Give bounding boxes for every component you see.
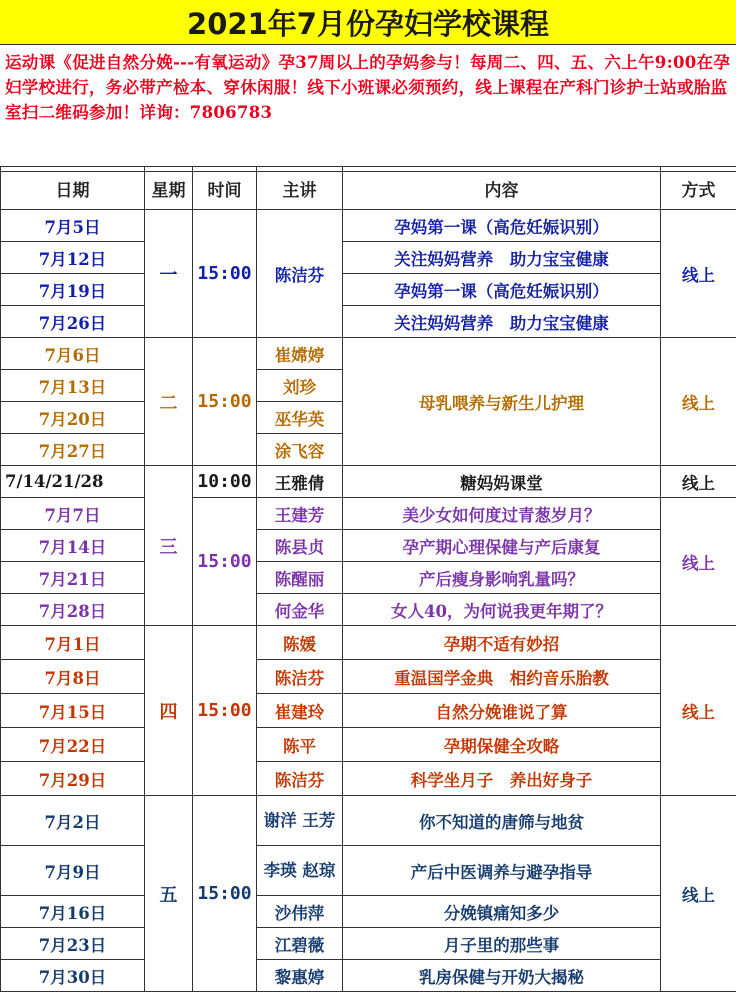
speaker-cell: 刘珍 [257, 370, 343, 402]
content-cell: 关注妈妈营养 助力宝宝健康 [343, 242, 661, 274]
table-row [1, 338, 736, 370]
date-cell: 7月28日 [1, 594, 145, 626]
speaker-cell: 何金华 [257, 594, 343, 626]
content-cell: 产后瘦身影响乳量吗？ [343, 562, 661, 594]
date-cell: 7月26日 [1, 306, 145, 338]
table-row [1, 498, 736, 530]
speaker-cell: 陈醒丽 [257, 562, 343, 594]
mode-cell: 线上 [661, 466, 736, 498]
content-cell: 分娩镇痛知多少 [343, 896, 661, 928]
content-cell: 美少女如何度过青葱岁月？ [343, 498, 661, 530]
weekday-cell: 一 [145, 210, 193, 338]
time-cell: 15:00 [193, 796, 257, 992]
content-cell: 重温国学金典 相约音乐胎教 [343, 660, 661, 694]
content-cell: 产后中医调养与避孕指导 [343, 846, 661, 896]
date-cell: 7月2日 [1, 796, 145, 846]
speaker-cell: 陈洁芬 [257, 660, 343, 694]
table-row [1, 960, 736, 992]
date-cell: 7月13日 [1, 370, 145, 402]
content-cell: 月子里的那些事 [343, 928, 661, 960]
mode-cell: 线上 [661, 338, 736, 466]
content-cell: 自然分娩谁说了算 [343, 694, 661, 728]
speaker-cell: 陈平 [257, 728, 343, 762]
speaker-cell: 崔建玲 [257, 694, 343, 728]
table-row [1, 846, 736, 896]
notice-text: 运动课《促进自然分娩---有氧运动》孕37周以上的孕妈参与！每周二、四、五、六上午9:00在孕妇学校进行，务必带产检本、穿休闲服！线下小班课必须预约，线上课程在产科门诊护士站或胎监室扫二维码参加！详询：7806783 [0, 44, 736, 172]
date-cell: 7月12日 [1, 242, 145, 274]
table-row [1, 530, 736, 562]
content-cell: 孕产期心理保健与产后康复 [343, 530, 661, 562]
weekday-cell: 三 [145, 466, 193, 626]
page-title: 2021年7月份孕妇学校课程 [0, 0, 736, 45]
speaker-cell: 李瑛 赵琼 [257, 846, 343, 896]
time-cell: 15:00 [193, 626, 257, 796]
speaker-cell: 陈洁芬 [257, 210, 343, 338]
table-row [1, 660, 736, 694]
table-row [1, 796, 736, 846]
time-cell: 15:00 [193, 498, 257, 626]
content-cell: 科学坐月子 养出好身子 [343, 762, 661, 796]
content-cell: 孕妈第一课（高危妊娠识别） [343, 210, 661, 242]
speaker-cell: 崔嫦婷 [257, 338, 343, 370]
content-cell: 关注妈妈营养 助力宝宝健康 [343, 306, 661, 338]
speaker-cell: 沙伟萍 [257, 896, 343, 928]
table-row [1, 306, 736, 338]
date-cell: 7月14日 [1, 530, 145, 562]
time-cell: 15:00 [193, 210, 257, 338]
date-cell: 7月16日 [1, 896, 145, 928]
date-cell: 7月6日 [1, 338, 145, 370]
date-cell: 7月7日 [1, 498, 145, 530]
table-row [1, 626, 736, 660]
table-row [1, 896, 736, 928]
content-cell: 你不知道的唐筛与地贫 [343, 796, 661, 846]
content-cell: 孕期不适有妙招 [343, 626, 661, 660]
mode-cell: 线上 [661, 498, 736, 626]
speaker-cell: 涂飞容 [257, 434, 343, 466]
date-cell: 7/14/21/28 [1, 466, 145, 498]
content-cell: 乳房保健与开奶大揭秘 [343, 960, 661, 992]
table-row [1, 242, 736, 274]
content-cell: 女人40，为何说我更年期了？ [343, 594, 661, 626]
speaker-cell: 巫华英 [257, 402, 343, 434]
table-row [1, 274, 736, 306]
mode-cell: 线上 [661, 796, 736, 992]
weekday-cell: 四 [145, 626, 193, 796]
table-row [1, 762, 736, 796]
table-header-row [1, 167, 736, 210]
date-cell: 7月9日 [1, 846, 145, 896]
speaker-cell: 王建芳 [257, 498, 343, 530]
date-cell: 7月29日 [1, 762, 145, 796]
speaker-cell: 谢洋 王芳 [257, 796, 343, 846]
table-row [1, 728, 736, 762]
table-row [1, 594, 736, 626]
date-cell: 7月8日 [1, 660, 145, 694]
speaker-cell: 陈县贞 [257, 530, 343, 562]
date-cell: 7月23日 [1, 928, 145, 960]
mode-cell: 线上 [661, 210, 736, 338]
header-mode: 方式 [661, 167, 736, 210]
content-cell: 糖妈妈课堂 [343, 466, 661, 498]
speaker-cell: 江碧薇 [257, 928, 343, 960]
table-row [1, 210, 736, 242]
speaker-cell: 陈洁芬 [257, 762, 343, 796]
schedule-table [0, 166, 736, 992]
date-cell: 7月22日 [1, 728, 145, 762]
date-cell: 7月1日 [1, 626, 145, 660]
content-cell: 母乳喂养与新生儿护理 [343, 338, 661, 466]
time-cell: 10:00 [193, 466, 257, 498]
header-date: 日期 [1, 167, 145, 210]
header-speaker: 主讲 [257, 167, 343, 210]
weekday-cell: 五 [145, 796, 193, 992]
date-cell: 7月15日 [1, 694, 145, 728]
date-cell: 7月27日 [1, 434, 145, 466]
table-row [1, 466, 736, 498]
date-cell: 7月5日 [1, 210, 145, 242]
table-row [1, 562, 736, 594]
mode-cell: 线上 [661, 626, 736, 796]
content-cell: 孕期保健全攻略 [343, 728, 661, 762]
table-row [1, 694, 736, 728]
date-cell: 7月30日 [1, 960, 145, 992]
header-weekday: 星期 [145, 167, 193, 210]
content-cell: 孕妈第一课（高危妊娠识别） [343, 274, 661, 306]
date-cell: 7月21日 [1, 562, 145, 594]
speaker-cell: 陈媛 [257, 626, 343, 660]
weekday-cell: 二 [145, 338, 193, 466]
time-cell: 15:00 [193, 338, 257, 466]
date-cell: 7月20日 [1, 402, 145, 434]
speaker-cell: 王雅倩 [257, 466, 343, 498]
header-time: 时间 [193, 167, 257, 210]
table-row [1, 928, 736, 960]
speaker-cell: 黎惠婷 [257, 960, 343, 992]
header-content: 内容 [343, 167, 661, 210]
date-cell: 7月19日 [1, 274, 145, 306]
